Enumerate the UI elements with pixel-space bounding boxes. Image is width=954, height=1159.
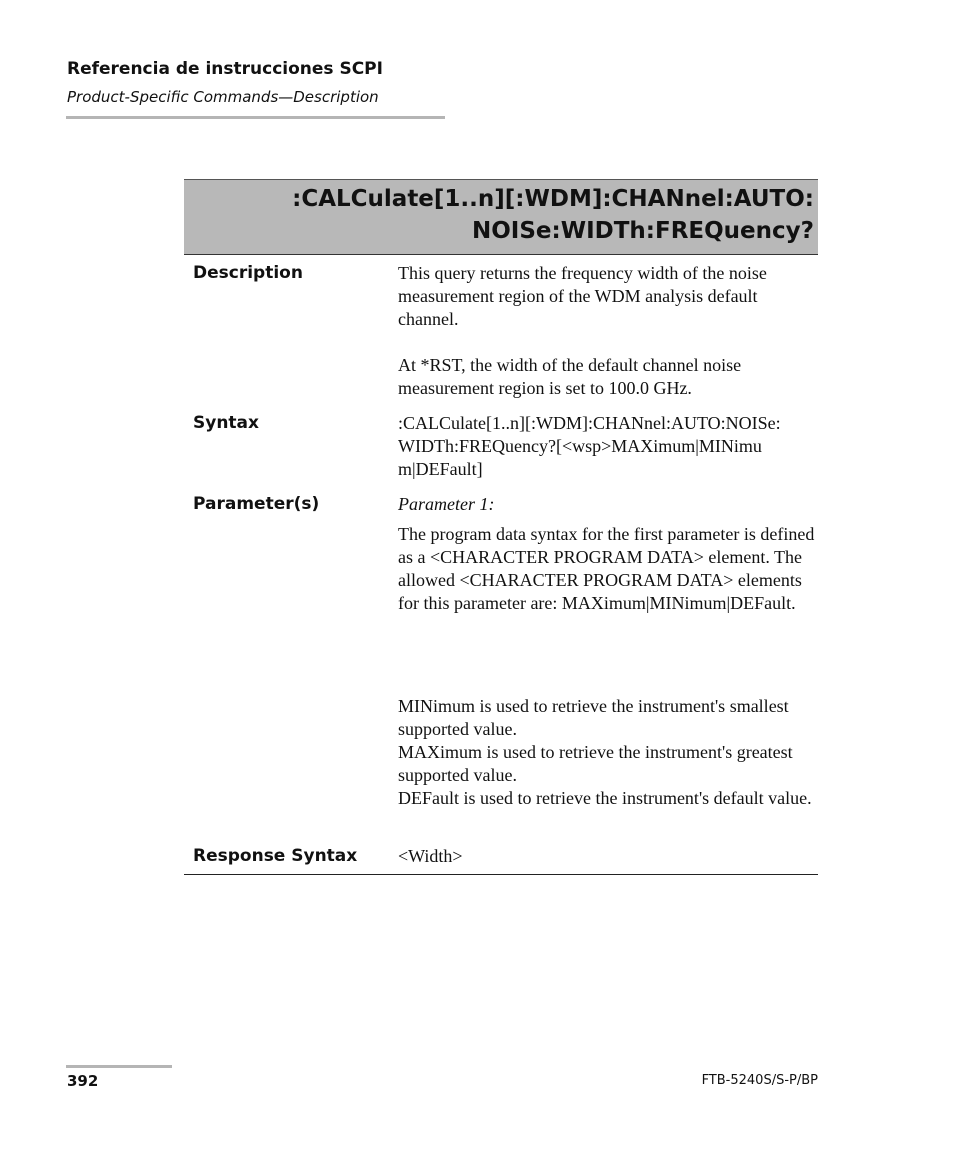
page-header bbox=[67, 58, 445, 107]
command-title-box bbox=[184, 179, 818, 255]
header-rule bbox=[66, 116, 445, 119]
description-label: Description bbox=[193, 263, 303, 283]
syntax-line-2: WIDTh:FREQuency?[<wsp>MAXimum|MINimu bbox=[398, 436, 762, 456]
syntax-label: Syntax bbox=[193, 413, 259, 433]
header-title: Referencia de instrucciones SCPI bbox=[67, 59, 383, 79]
table-bottom-rule bbox=[184, 874, 818, 875]
command-title-line-2: NOISe:WIDTh:FREQuency? bbox=[471, 218, 814, 244]
command-title-line-1: :CALCulate[1..n][:WDM]:CHANnel:AUTO: bbox=[292, 186, 814, 212]
syntax-line-1: :CALCulate[1..n][:WDM]:CHANnel:AUTO:NOISe: bbox=[398, 413, 781, 433]
parameter-maximum: MAXimum is used to retrieve the instrument's greatest supported value. bbox=[398, 742, 793, 785]
description-paragraph-2: At *RST, the width of the default channel noise measurement region is set to 100.0 GHz. bbox=[398, 355, 742, 398]
parameters-body bbox=[398, 493, 816, 615]
syntax-body bbox=[398, 412, 816, 481]
parameter-heading: Parameter 1: bbox=[398, 494, 495, 514]
footer-rule bbox=[66, 1065, 172, 1068]
response-syntax-label: Response Syntax bbox=[193, 846, 358, 866]
product-code: FTB-5240S/S-P/BP bbox=[701, 1073, 818, 1088]
page-number: 392 bbox=[67, 1072, 99, 1090]
response-syntax-value: <Width> bbox=[398, 846, 463, 866]
parameters-label: Parameter(s) bbox=[193, 494, 320, 514]
parameter-definition: The program data syntax for the first parameter is defined as a <CHARACTER PROGRAM DATA> element. The allowed <CHARACTER PROGRAM DATA> elements for this parameter are: MAXimum|MINimum|DEFault. bbox=[398, 524, 815, 613]
parameter-minimum: MINimum is used to retrieve the instrument's smallest supported value. bbox=[398, 696, 789, 739]
parameter-default: DEFault is used to retrieve the instrument's default value. bbox=[398, 788, 812, 808]
description-paragraph-1: This query returns the frequency width of the noise measurement region of the WDM analysis default channel. bbox=[398, 263, 767, 329]
syntax-line-3: m|DEFault] bbox=[398, 459, 483, 479]
description-body bbox=[398, 262, 816, 400]
parameter-values bbox=[398, 695, 816, 810]
header-subtitle: Product-Specific Commands—Description bbox=[67, 88, 379, 106]
